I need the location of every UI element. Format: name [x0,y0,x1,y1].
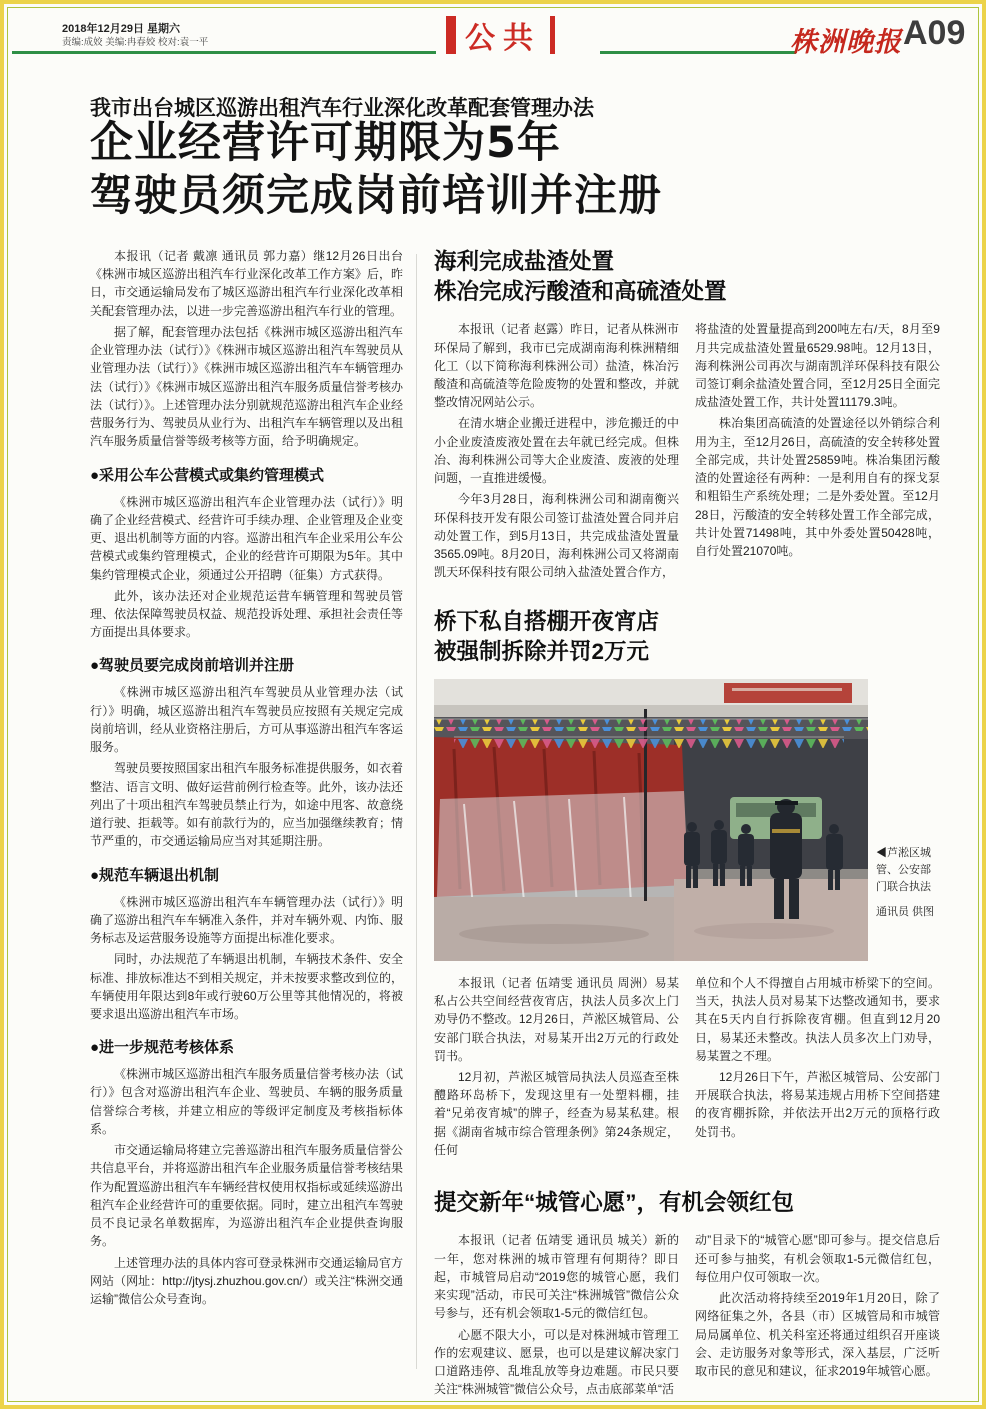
section-bar-left [446,16,456,54]
paragraph: 今年3月28日，海利株洲公司和湖南衡兴环保科技开发有限公司签订盐渣处置合同并启动处置工作，到5月13日，共完成盐渣处置量3565.09吨。8月20日，海利株洲公司又将湖南凯天环保科技有限公司纳入盐渣处置合作方， [434,492,679,580]
header-dateblock [62,22,208,50]
article3 [434,1188,940,1401]
paragraph: 《株洲市城区巡游出租汽车服务质量信誉考核办法（试行）》包含对巡游出租汽车企业、驾驶员、车辆的服务质量信誉综合考核，并建立相应的等级评定制度及考核指标体系。 [90,1067,403,1136]
paragraph: 上述管理办法的具体内容可登录株洲市交通运输局官方网站（网址：http://jtysj.zhuzhou.gov.cn/）或关注“株洲交通运输”微信公众号查询。 [90,1255,403,1307]
column-rule [416,254,417,1369]
article2-title-line1: 桥下私自搭棚开夜宵店 [434,608,660,634]
paragraph: 本报讯（记者 赵露）昨日，记者从株洲市环保局了解到，我市已完成湖南海利株洲精细化工（以下简称海利株洲公司）盐渣，株冶污酸渣和高硫渣等危险废物的处置和整改，并就整改情况网站公示。 [434,322,679,410]
header-rule-left [12,51,436,54]
article1-col-right [695,320,940,584]
staff-line: 责编:成姣 美编:冉春姣 校对:袁一平 [62,37,209,49]
paragraph: 此外，该办法还对企业规范运营车辆管理和驾驶员管理、依法保障驾驶员权益、规范投诉处理、承担社会责任等方面提出具体要求。 [90,588,403,640]
article1-title-line2: 株冶完成污酸渣和高硫渣处置 [434,279,727,305]
photo-caption [876,679,938,961]
article3-col-right [695,1231,940,1401]
article2 [434,607,940,1163]
news-photo [434,679,868,961]
section-title-box [446,14,555,56]
lead-headline-line2: 驾驶员须完成岗前培训并注册 [90,171,662,222]
article2-body [434,974,940,1162]
right-section [434,247,940,1401]
article2-col-right [695,974,940,1162]
masthead-logo: 株洲晚报 [790,27,902,57]
paragraph: 12月26日下午，芦淞区城管局、公安部门开展联合执法，将易某违规占用桥下空间搭建的夜宵棚拆除，并依法开出2万元的顶格行政处罚书。 [695,1070,940,1139]
section-bar-right [550,16,555,54]
lead-headline-line1: 企业经营许可期限为5年 [90,118,561,168]
article3-title: 提交新年“城管心愿”，有机会领红包 [434,1190,795,1216]
paragraph: 在清水塘企业搬迁进程中，涉危搬迁的中小企业废渣废液处置在去年就已经完成。但株冶、海利株洲公司等大企业废渣、废液的处理问题，一直推进缓慢。 [434,416,679,486]
paragraph: 同时，办法规范了车辆退出机制，车辆技术条件、安全标准、排放标准达不到相关规定，并未按要求整改到位的，车辆使用年限达到8年或行驶60万公里等其他情况的，将被要求退出巡游出租汽车市场。 [90,952,403,1021]
photo-credit: 通讯员 供图 [876,905,935,918]
paragraph: 动”目录下的“城管心愿”即可参与。提交信息后还可参与抽奖，有机会领取1-5元微信红包，每位用户仅可领取一次。 [695,1233,940,1284]
article1-title-line1: 海利完成盐渣处置 [434,249,615,274]
date-line: 2018年12月29日 星期六 [62,23,180,35]
paragraph: 驾驶员要按照国家出租汽车服务标准提供服务，如衣着整洁、语言文明、做好运营前例行检查等。此外，该办法还列出了十项出租汽车驾驶员禁止行为，如途中甩客、故意绕道行驶、拒载等。如有前款行为的，应当加强继续教育；情节严重的，市交通运输局应当对其延期注册。 [90,761,403,849]
lead-article-body [90,247,403,1311]
paragraph: 此次活动将持续至2019年1月20日，除了网络征集之外，各县（市）区城管局和市城管局局属单位、机关科室还将通过组织召开座谈会、走访服务对象等形式，深入基层，广泛听取市民的意见和建议，征求2019年城管心愿。 [695,1291,940,1378]
paragraph: 本报讯（记者 伍靖雯 通讯员 城关）新的一年，您对株洲的城市管理有何期待？即日起，市城管局启动“2019您的城管心愿，我们来实现”活动，市民可关注“株洲城管”微信公众号参与，还有机会领取1-5元的微信红包。 [434,1233,679,1321]
article3-col-left [434,1231,679,1401]
article1-body [434,320,940,584]
paragraph: 市交通运输局将建立完善巡游出租汽车服务质量信誉公共信息平台，并将巡游出租汽车企业服务质量信誉考核结果作为配置巡游出租汽车车辆经营权使用权指标或延续巡游出租汽车企业经营许可的重要依据。同时，建立出租汽车驾驶员不良记录名单数据库，为巡游出租汽车企业提供查询服务。 [90,1143,403,1249]
article1-col-left [434,320,679,584]
article2-title-line2: 被强制拆除并罚2万元 [434,638,650,664]
article2-photo-row [434,679,940,961]
lead-headline [90,117,662,224]
article3-body [434,1231,940,1401]
paragraph: 本报讯（记者 戴凛 通讯员 郭力嘉）继12月26日出台《株洲市城区巡游出租汽车行业深化改革工作方案》后，昨日，市交通运输局发布了城区巡游出租汽车行业深化改革相关配套管理办法，以进一步完善巡游出租汽车行业的管理。 [90,249,403,318]
article2-col-left [434,974,679,1162]
section-title: 公共 [465,22,541,55]
paragraph: 《株洲市城区巡游出租汽车企业管理办法（试行）》明确了企业经营模式、经营许可手续办理、企业管理及企业变更、退出机制等方面的内容。巡游出租汽车企业采用公车公营模式或集约管理模式，企业的经营许可期限为5年。其中集约管理模式企业，须通过公开招聘（征集）方式获得。 [90,494,403,582]
photo-caption-text: ◀芦淞区城管、公安部门联合执法 [876,846,931,893]
paragraph: 12月初，芦淞区城管局执法人员巡查至株醴路环岛桥下，发现这里有一处塑料棚，挂着“兄弟夜宵城”的牌子，经查为易某私建。根据《湖南省城市综合管理条例》第24条规定，任何 [434,1070,679,1157]
page-number: A09 [903,14,966,52]
header-rule-right [600,51,796,54]
paragraph: 据了解，配套管理办法包括《株洲市城区巡游出租汽车企业管理办法（试行）》《株洲市城区巡游出租汽车驾驶员从业管理办法（试行）》《株洲市城区巡游出租汽车车辆管理办法（试行）》《株洲市城区巡游出租汽车服务质量信誉考核办法（试行）》。上述管理办法分别就规范巡游出租汽车企业经营服务行为、驾驶员从业行为、出租汽车车辆管理以及出租汽车服务质量信誉等级考核等方面，给予明确规定。 [90,324,403,449]
paragraph: 本报讯（记者 伍靖雯 通讯员 周洲）易某私占公共空间经营夜宵店，执法人员多次上门劝导仍不整改。12月26日，芦淞区城管局、公安部门联合执法，对易某开出2万元的行政处罚书。 [434,975,679,1063]
subhead: ●驾驶员要完成岗前培训并注册 [90,657,295,675]
article1-title [434,247,940,307]
subhead: ●规范车辆退出机制 [90,866,220,884]
paragraph: 将盐渣的处置量提高到200吨左右/天，8月至9月共完成盐渣处置量6529.98吨。12月13日，海利株洲公司再次与湖南凯洋环保科技有限公司签订剩余盐渣处置合同，至12月25日全面完成盐渣处置工作，共计处置11179.3吨。 [695,322,940,410]
paragraph: 心愿不限大小，可以是对株洲城市管理工作的宏观建议、愿景，也可以是建议解决家门口道路违停、乱堆乱放等身边难题。市民只要关注“株洲城管”微信公众号，点击底部菜单“活 [434,1327,679,1397]
lead-kicker: 我市出台城区巡游出租汽车行业深化改革配套管理办法 [90,97,594,120]
subhead: ●进一步规范考核体系 [90,1039,235,1057]
article2-title [434,607,940,667]
paragraph: 单位和个人不得擅自占用城市桥梁下的空间。当天，执法人员对易某下达整改通知书，要求其在5天内自行拆除夜宵棚。但直到12月20日，易某还未整改。执法人员多次上门劝导，易某置之不理。 [695,975,940,1063]
paragraph: 《株洲市城区巡游出租汽车驾驶员从业管理办法（试行）》明确，城区巡游出租汽车驾驶员应按照有关规定完成岗前培训，经从业资格注册后，方可从事巡游出租汽车客运服务。 [90,685,403,755]
paragraph: 株冶集团高硫渣的处置途径以外销综合利用为主，至12月26日，高硫渣的安全转移处置全部完成，共计处置25859吨。株冶集团污酸渣的处置途径有两种：一是利用自有的探戈泵和粗铅生产系统处理；二是外委处置。至12月28日，污酸渣的安全转移处置工作全部完成，共计处置71498吨，其中外委处置50428吨，自行处置21070吨。 [695,416,940,559]
paragraph: 《株洲市城区巡游出租汽车车辆管理办法（试行）》明确了巡游出租汽车车辆准入条件，并对车辆外观、内饰、服务标志及运营服务设施等方面提出标准化要求。 [90,894,403,946]
subhead: ●采用公车公营模式或集约管理模式 [90,466,325,484]
